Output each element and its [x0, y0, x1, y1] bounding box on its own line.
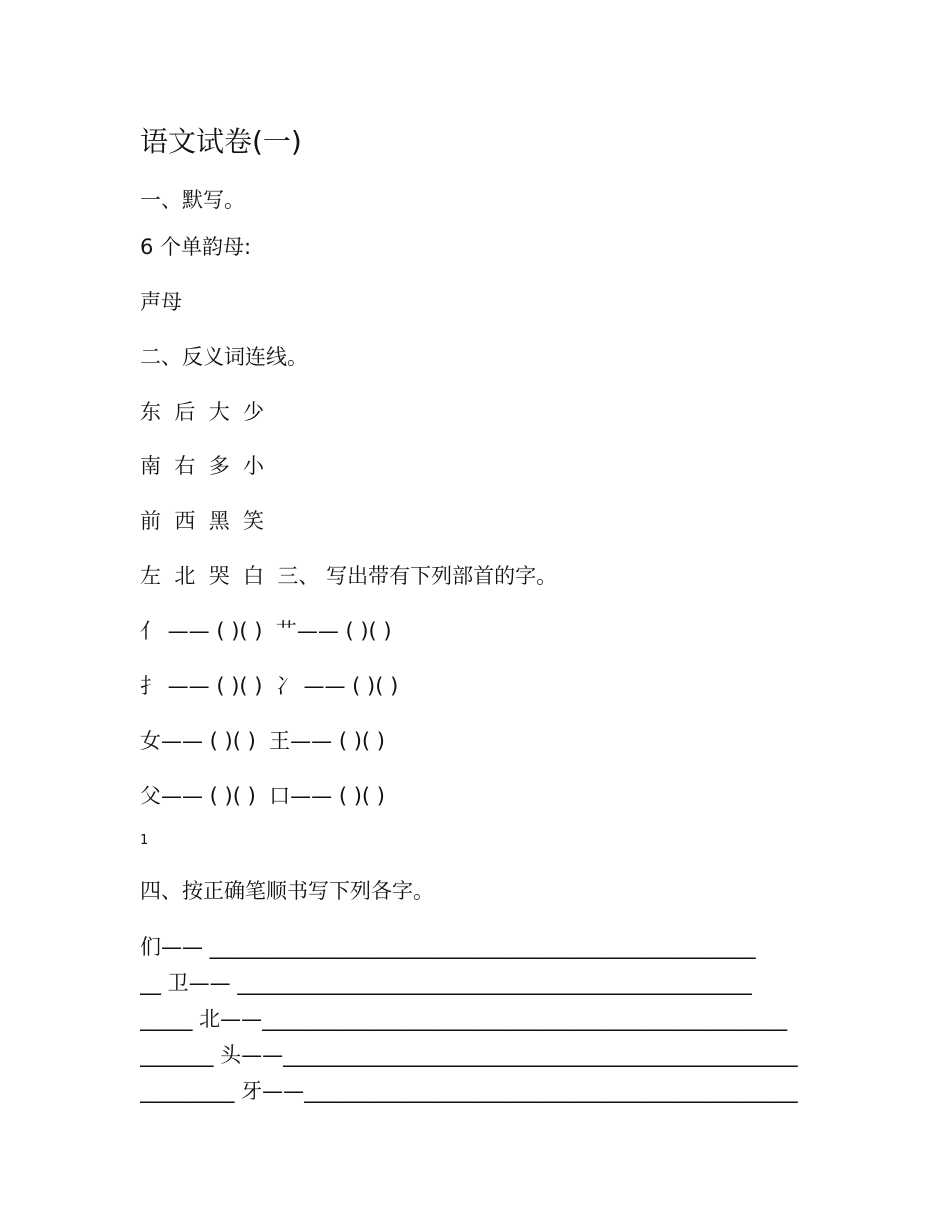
section1-heading: 一、默写。 [140, 188, 245, 212]
radical-row: 亻 —— ( )( ) 艹—— ( )( ) [140, 619, 392, 643]
section1-line-vowels: 6 个单韵母: [140, 235, 252, 259]
antonym-row-with-section3-heading: 左 北 哭 白 三、 写出带有下列部首的字。 [140, 564, 558, 588]
page-number: 1 [140, 833, 149, 848]
section1-line-initials: 声母 [140, 290, 182, 314]
stroke-order-line: _________ 牙——_______________________________________________ [140, 1079, 798, 1103]
stroke-order-line: 们—— ____________________________________________________ [140, 935, 756, 959]
radical-row: 父—— ( )( ) 口—— ( )( ) [140, 784, 385, 808]
antonym-row: 东 后 大 少 [140, 400, 265, 424]
stroke-order-line: __ 卫—— _________________________________________________ [140, 971, 752, 995]
antonym-row: 南 右 多 小 [140, 454, 265, 478]
page-title: 语文试卷(一) [140, 125, 302, 158]
stroke-order-line: _____ 北——__________________________________________________ [140, 1007, 788, 1031]
radical-row: 女—— ( )( ) 王—— ( )( ) [140, 729, 385, 753]
stroke-order-line: _______ 头——_________________________________________________ [140, 1043, 798, 1067]
radical-row: 扌 —— ( )( ) 冫 —— ( )( ) [140, 674, 399, 698]
section2-heading: 二、反义词连线。 [140, 345, 308, 369]
antonym-row: 前 西 黑 笑 [140, 509, 265, 533]
section4-heading: 四、按正确笔顺书写下列各字。 [140, 879, 434, 903]
